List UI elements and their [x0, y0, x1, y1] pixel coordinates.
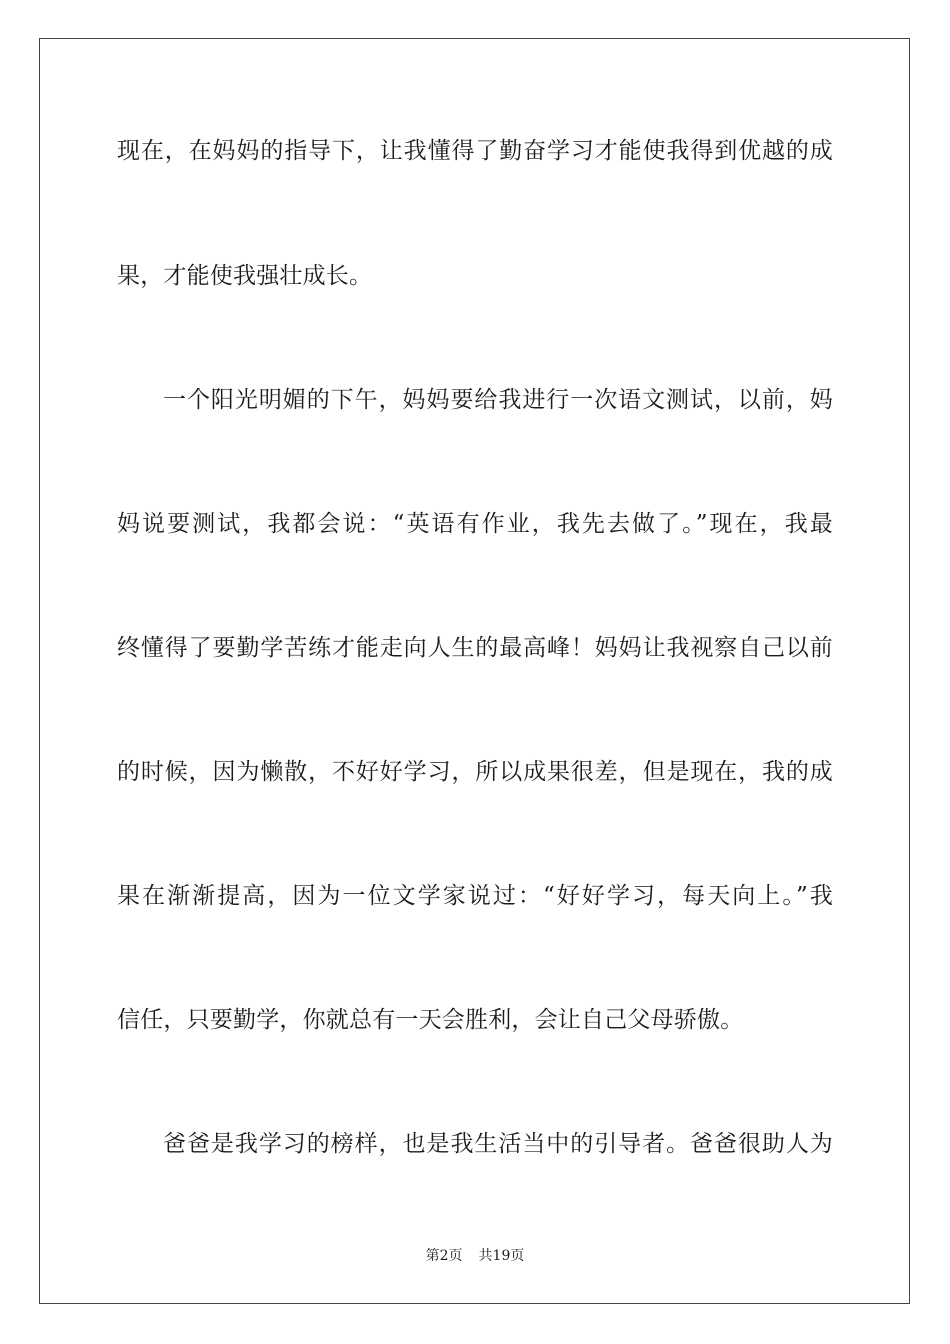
body-text-line: 果在渐渐提高，因为一位文学家说过：“好好学习，每天向上。”我 [117, 883, 833, 909]
page-total: 共19页 [478, 1248, 525, 1264]
page-border [39, 38, 910, 1304]
body-text-line: 妈说要测试，我都会说：“英语有作业，我先去做了。”现在，我最 [117, 511, 833, 537]
page-number: 第2页 [425, 1248, 463, 1264]
body-text-line: 信任，只要勤学，你就总有一天会胜利，会让自己父母骄傲。 [117, 1007, 744, 1033]
page-footer [0, 1247, 950, 1265]
paragraph-first-line: 一个阳光明媚的下午，妈妈要给我进行一次语文测试，以前，妈 [163, 387, 833, 413]
body-text-line: 果，才能使我强壮成长。 [117, 263, 373, 289]
paragraph-first-line: 爸爸是我学习的榜样，也是我生活当中的引导者。爸爸很助人为 [163, 1131, 833, 1157]
body-text-line: 终懂得了要勤学苦练才能走向人生的最高峰！妈妈让我视察自己以前 [117, 635, 833, 661]
body-text-line: 的时候，因为懒散，不好好学习，所以成果很差，但是现在，我的成 [117, 759, 833, 785]
body-text-line: 现在，在妈妈的指导下，让我懂得了勤奋学习才能使我得到优越的成 [117, 138, 833, 164]
